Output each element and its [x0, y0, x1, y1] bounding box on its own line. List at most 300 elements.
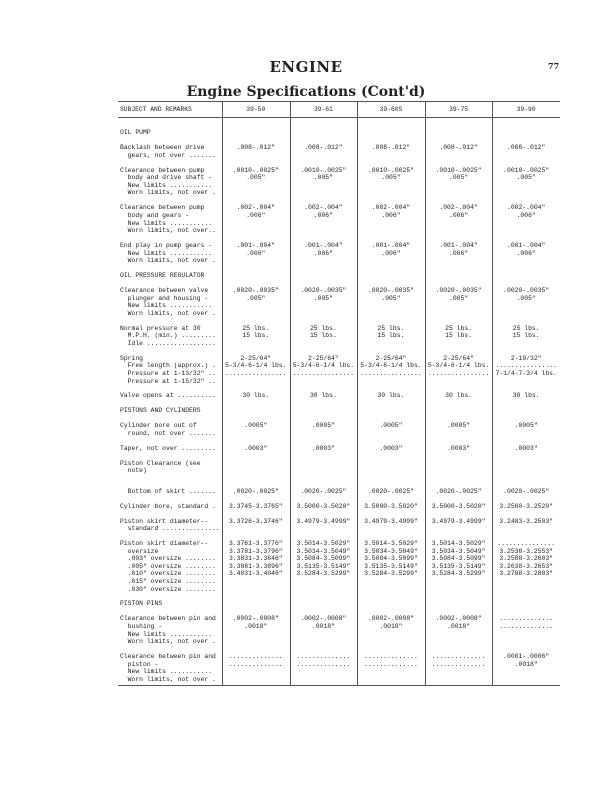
value-cell	[290, 503, 358, 511]
value-line: .0018"	[311, 622, 335, 630]
value-cell	[357, 287, 425, 317]
value-cell	[425, 518, 493, 533]
page-title: Engine Specifications (Cont'd)	[186, 84, 426, 100]
table-row	[118, 167, 560, 197]
value-line: .0005"	[379, 422, 403, 430]
value-cell	[222, 503, 290, 511]
value-cell	[222, 129, 290, 137]
row-label	[118, 445, 222, 453]
value-cell	[425, 355, 493, 385]
value-line: 3.3881-3.3896"	[228, 562, 283, 570]
value-line: 3.5000-3.5020"	[431, 502, 486, 510]
column-header: 39-61	[313, 106, 333, 113]
value-line: .0020-.0025"	[435, 487, 482, 495]
value-cell	[357, 518, 425, 533]
value-line: .008-.012"	[304, 144, 343, 152]
column-divider	[290, 102, 291, 685]
table-row	[118, 488, 560, 496]
value-line: .0018"	[514, 660, 538, 668]
value-cell	[492, 615, 560, 645]
label-line: Worn limits, not over .	[120, 638, 216, 646]
label-line: round, not over .......	[120, 429, 216, 437]
value-cell	[357, 355, 425, 385]
value-line: .005"	[448, 174, 469, 182]
value-cell	[492, 287, 560, 317]
value-line: 3.5000-3.5020"	[364, 502, 418, 510]
label-line: M.P.H. (min.) .........	[120, 332, 216, 340]
value-line: .0018"	[447, 622, 471, 630]
value-cell	[492, 422, 560, 437]
value-line: ..............	[364, 660, 418, 668]
row-label	[118, 204, 222, 234]
label-line: .005" oversize ........	[120, 562, 216, 570]
label-line: New limits ...........	[120, 181, 213, 189]
label-line: Worn limits, not over .	[120, 257, 216, 265]
value-cell	[222, 325, 290, 348]
value-line: .005"	[381, 294, 401, 302]
value-line: ................	[495, 362, 557, 370]
value-line: 3.5135-3.5149"	[431, 562, 486, 570]
value-line: .0020-.0035"	[367, 286, 414, 294]
column-header: 39-50	[246, 106, 266, 113]
value-line: 30 lbs.	[242, 392, 270, 400]
value-line: ..............	[296, 660, 351, 668]
row-label	[118, 325, 222, 348]
label-line: Piston skirt diameter--	[120, 517, 209, 525]
value-line: .001-.004"	[371, 242, 411, 250]
value-line: .006"	[516, 249, 536, 257]
value-cell	[222, 392, 290, 400]
label-line: Taper, not over .........	[120, 444, 216, 452]
value-cell	[357, 503, 425, 511]
value-line: .0020-.0025"	[300, 487, 347, 495]
row-label	[118, 287, 222, 317]
row-label	[118, 615, 222, 645]
label-line: New limits ...........	[120, 249, 213, 257]
column-divider	[222, 102, 223, 685]
label-line: .003" oversize ........	[120, 555, 216, 563]
table-row	[118, 144, 560, 159]
value-line: .0002-.0008"	[300, 615, 347, 623]
table-row	[118, 325, 560, 348]
value-cell	[492, 540, 560, 593]
value-line: 3.5034-3.5049"	[364, 547, 418, 555]
value-cell	[222, 540, 290, 593]
value-cell	[425, 460, 493, 475]
value-line: .008-.012"	[506, 144, 546, 152]
row-label	[118, 129, 222, 137]
value-cell	[290, 460, 358, 475]
value-line: .006"	[448, 249, 469, 257]
label-line: OIL PUMP	[120, 129, 151, 137]
value-line: .0020-.0035"	[300, 286, 347, 294]
value-cell	[425, 422, 493, 437]
value-cell	[492, 445, 560, 453]
label-line: New limits ...........	[120, 630, 213, 638]
value-line: 3.5034-3.5049"	[296, 547, 351, 555]
value-line: 5-3/4-6-1/4 lbs.	[427, 362, 490, 370]
section-heading-row	[118, 460, 560, 475]
value-line: .005"	[246, 174, 266, 182]
value-line: 2-19/32"	[510, 354, 542, 362]
value-line: 15 lbs.	[445, 332, 472, 340]
table-row	[118, 355, 560, 385]
value-line: 3.5014-3.5029"	[431, 540, 486, 548]
value-cell	[492, 392, 560, 400]
value-line: 3.5135-3.5149"	[364, 562, 418, 570]
value-line: .008-.012"	[439, 144, 478, 152]
value-cell	[492, 653, 560, 683]
label-line: Clearance between valve	[120, 286, 209, 294]
value-line: ..............	[431, 653, 486, 661]
value-line: 3.5284-3.5299"	[364, 570, 418, 578]
value-line: 3.5284-3.5299"	[296, 570, 351, 578]
value-line: .006"	[313, 211, 333, 219]
value-line: .005"	[246, 294, 266, 302]
section-heading-row	[118, 407, 560, 415]
label-line: piston -	[120, 660, 159, 668]
value-line: .0003"	[447, 444, 471, 452]
value-line: .0020-.0035"	[503, 286, 550, 294]
value-line: .0005"	[514, 422, 538, 430]
value-line: ..............	[228, 660, 283, 668]
value-cell	[222, 653, 290, 683]
section-title: ENGINE	[269, 58, 343, 76]
value-line: 5-3/4-6-1/4 lbs.	[360, 362, 422, 370]
value-cell	[425, 167, 493, 197]
label-line: Pressure at 1-13/32" ..	[120, 369, 216, 377]
value-line: .001-.004"	[439, 242, 478, 250]
value-cell	[290, 129, 358, 137]
value-cell	[492, 355, 560, 385]
value-line: 3.5000-3.5020"	[296, 502, 351, 510]
value-line: 3.3726-3.3746"	[228, 517, 283, 525]
label-line: .015" oversize ........	[120, 577, 216, 585]
value-line: .0010-.0025"	[300, 166, 347, 174]
value-line: .0003"	[244, 444, 268, 452]
value-line: ...............	[497, 540, 555, 548]
value-line: .0010-.0025"	[232, 166, 279, 174]
value-cell	[290, 167, 358, 197]
value-cell	[425, 325, 493, 348]
row-label	[118, 242, 222, 265]
value-line: 3.3745-3.3765"	[228, 502, 283, 510]
value-cell	[357, 392, 425, 400]
label-line: .010" oversize ........	[120, 570, 216, 578]
value-line: .006"	[516, 211, 536, 219]
label-line: bushing -	[120, 622, 163, 630]
value-cell	[290, 488, 358, 496]
value-line: 3.5284-3.5299"	[431, 570, 486, 578]
value-cell	[357, 422, 425, 437]
table-body	[118, 118, 560, 685]
value-cell	[290, 242, 358, 265]
section-heading-row	[118, 600, 560, 608]
value-line: 3.3831-3.3846"	[228, 555, 283, 563]
value-cell	[222, 407, 290, 415]
value-line: .002-.004"	[439, 204, 478, 212]
value-line: 3.5034-3.5049"	[431, 547, 486, 555]
value-cell	[357, 167, 425, 197]
table-row	[118, 392, 560, 400]
value-line: 3.5135-3.5149"	[296, 562, 351, 570]
value-line: .005"	[313, 174, 333, 182]
value-line: 30 lbs.	[445, 392, 472, 400]
value-line: 2-25/64"	[240, 354, 272, 362]
value-line: .002-.004"	[506, 204, 546, 212]
value-line: .001-.004"	[304, 242, 343, 250]
value-line: .0002-.0008"	[435, 615, 482, 623]
value-line: 15 lbs.	[377, 332, 405, 340]
value-line: .005"	[516, 294, 536, 302]
value-cell	[222, 204, 290, 234]
value-line: .006"	[246, 211, 266, 219]
value-cell	[290, 287, 358, 317]
value-cell	[290, 422, 358, 437]
value-line: 5-3/4-6-1/4 lbs.	[292, 362, 355, 370]
value-cell	[290, 325, 358, 348]
value-line: 15 lbs.	[242, 332, 270, 340]
value-cell	[425, 653, 493, 683]
value-cell	[492, 407, 560, 415]
value-line: .006"	[246, 249, 266, 257]
row-label	[118, 503, 222, 511]
value-cell	[425, 129, 493, 137]
label-line: Clearance between pump	[120, 166, 205, 174]
value-cell	[222, 242, 290, 265]
value-line: .005"	[381, 174, 401, 182]
value-cell	[222, 355, 290, 385]
row-label	[118, 355, 222, 385]
value-line: .006"	[448, 211, 469, 219]
value-cell	[492, 272, 560, 280]
value-cell	[290, 272, 358, 280]
value-line: 3.2538-3.2553"	[499, 547, 554, 555]
value-line: .006"	[313, 249, 333, 257]
value-cell	[357, 653, 425, 683]
value-line: 3.5084-3.5099"	[364, 555, 418, 563]
row-label	[118, 407, 222, 415]
value-line: 3.2588-3.2603"	[499, 555, 554, 563]
value-cell	[222, 600, 290, 608]
value-line: 3.4031-3.4046"	[228, 570, 283, 578]
value-line: 30 lbs.	[377, 392, 405, 400]
table-row	[118, 204, 560, 234]
value-line: ..............	[364, 653, 418, 661]
value-line: ................	[225, 369, 287, 377]
value-cell	[222, 445, 290, 453]
label-line: Backlash between drive	[120, 144, 205, 152]
value-line: .0020-.0025"	[367, 487, 414, 495]
value-cell	[492, 518, 560, 533]
value-line: 30 lbs.	[309, 392, 337, 400]
label-line: PISTON PINS	[120, 600, 163, 608]
value-line: .0020-.0025"	[232, 487, 279, 495]
table-header	[118, 102, 560, 118]
value-line: 25 lbs.	[512, 324, 540, 332]
table-row	[118, 653, 560, 683]
value-line: .006"	[381, 211, 401, 219]
label-line: Worn limits, not over..	[120, 227, 216, 235]
value-cell	[492, 503, 560, 511]
value-line: 3.4979-3.4999"	[296, 517, 351, 525]
value-cell	[492, 460, 560, 475]
value-cell	[492, 600, 560, 608]
label-line: note)	[120, 467, 147, 475]
value-cell	[492, 204, 560, 234]
value-cell	[492, 242, 560, 265]
label-line: Worn limits, not over .	[120, 675, 216, 683]
value-cell	[290, 392, 358, 400]
table-row	[118, 287, 560, 317]
label-line: plunger and housing -	[120, 294, 209, 302]
value-cell	[425, 287, 493, 317]
value-cell	[222, 272, 290, 280]
value-cell	[357, 242, 425, 265]
row-label	[118, 653, 222, 683]
column-divider	[492, 102, 493, 685]
table-row	[118, 242, 560, 265]
value-line: ..............	[228, 653, 283, 661]
value-line: .002-.004"	[304, 204, 343, 212]
row-label	[118, 167, 222, 197]
value-line: 3.5084-3.5099"	[431, 555, 486, 563]
value-line: .006"	[381, 249, 401, 257]
value-cell	[425, 144, 493, 159]
column-header: SUBJECT AND REMARKS	[120, 106, 192, 113]
value-cell	[357, 488, 425, 496]
value-cell	[425, 242, 493, 265]
value-line: ................	[360, 369, 422, 377]
value-cell	[425, 445, 493, 453]
label-line: Bottom of skirt .......	[120, 487, 216, 495]
value-cell	[492, 488, 560, 496]
label-line: Spring	[120, 354, 144, 362]
row-label	[118, 600, 222, 608]
section-heading-row	[118, 272, 560, 280]
label-line: Piston Clearance (see	[120, 459, 201, 467]
row-label	[118, 272, 222, 280]
value-cell	[222, 167, 290, 197]
row-label	[118, 488, 222, 496]
row-label	[118, 460, 222, 475]
value-line: .008-.012"	[236, 144, 275, 152]
label-line: Free length (approx.) .	[120, 362, 216, 370]
value-cell	[222, 144, 290, 159]
value-cell	[357, 204, 425, 234]
value-line: 25 lbs.	[309, 324, 337, 332]
column-header: 39-90	[516, 106, 536, 113]
label-line: OIL PRESSURE REGULATOR	[120, 272, 205, 280]
value-line: 3.2500-3.2520"	[499, 502, 554, 510]
table-row	[118, 615, 560, 645]
value-line: ..............	[499, 615, 554, 623]
label-line: body and drive shaft -	[120, 174, 213, 182]
value-line: .0010-.0025"	[503, 166, 550, 174]
value-line: .0018"	[379, 622, 403, 630]
value-line: 25 lbs.	[445, 324, 472, 332]
value-cell	[290, 600, 358, 608]
value-cell	[290, 407, 358, 415]
value-line: 3.2638-3.2653"	[499, 562, 554, 570]
label-line: Clearance between pin and	[120, 653, 216, 661]
value-line: .0003"	[514, 444, 538, 452]
value-cell	[290, 615, 358, 645]
value-cell	[425, 540, 493, 593]
value-cell	[492, 167, 560, 197]
label-line: oversize	[120, 547, 159, 555]
value-cell	[425, 503, 493, 511]
value-line: 25 lbs.	[242, 324, 270, 332]
section-heading-row	[118, 129, 560, 137]
value-line: 2-25/64"	[308, 354, 339, 362]
value-cell	[222, 615, 290, 645]
value-cell	[357, 540, 425, 593]
value-line: .002-.004"	[236, 204, 275, 212]
value-line: .0003"	[311, 444, 335, 452]
value-line: ..............	[296, 653, 351, 661]
value-cell	[357, 144, 425, 159]
label-line: standard ...............	[120, 525, 220, 533]
label-line: New limits ...........	[120, 302, 213, 310]
value-cell	[222, 518, 290, 533]
label-line: Piston skirt diameter--	[120, 540, 209, 548]
table-row	[118, 422, 560, 437]
specifications-table	[118, 101, 560, 686]
value-line: .0005"	[447, 422, 471, 430]
value-line: 3.5084-3.5099"	[296, 555, 351, 563]
value-line: .005"	[516, 174, 536, 182]
value-cell	[492, 144, 560, 159]
value-line: .0010-.0025"	[435, 166, 482, 174]
value-cell	[290, 518, 358, 533]
value-line: 30 lbs.	[512, 392, 540, 400]
value-cell	[222, 422, 290, 437]
value-cell	[425, 615, 493, 645]
label-line: Worn limits, not over .	[120, 189, 216, 197]
value-line: .0020-.0025"	[503, 487, 550, 495]
value-cell	[290, 445, 358, 453]
value-line: .005"	[313, 294, 333, 302]
value-cell	[290, 204, 358, 234]
label-line: Cylinder bore out of	[120, 422, 197, 430]
value-line: .0002-.0008"	[232, 615, 279, 623]
column-divider	[357, 102, 358, 685]
label-line: .030" oversize ........	[120, 585, 216, 593]
value-line: 3.3781-3.3796"	[228, 547, 283, 555]
value-cell	[357, 272, 425, 280]
value-line: .001-.004"	[506, 242, 546, 250]
value-line: ..............	[431, 660, 486, 668]
label-line: gears, not over .......	[120, 151, 216, 159]
value-line: 3.5014-3.5029"	[364, 540, 418, 548]
value-line: ................	[427, 369, 490, 377]
value-cell	[222, 488, 290, 496]
value-line: 25 lbs.	[377, 324, 405, 332]
value-line: 2-25/64"	[375, 354, 407, 362]
value-cell	[290, 653, 358, 683]
value-line: 5-3/4-6-1/4 lbs.	[225, 362, 287, 370]
column-divider	[425, 102, 426, 685]
table-row	[118, 503, 560, 511]
value-cell	[357, 129, 425, 137]
value-line: .002-.004"	[371, 204, 411, 212]
value-line: 3.3761-3.3776"	[228, 540, 283, 548]
value-line: .0020-.0035"	[435, 286, 482, 294]
label-line: body and gears -	[120, 211, 190, 219]
row-label	[118, 144, 222, 159]
table-row	[118, 445, 560, 453]
